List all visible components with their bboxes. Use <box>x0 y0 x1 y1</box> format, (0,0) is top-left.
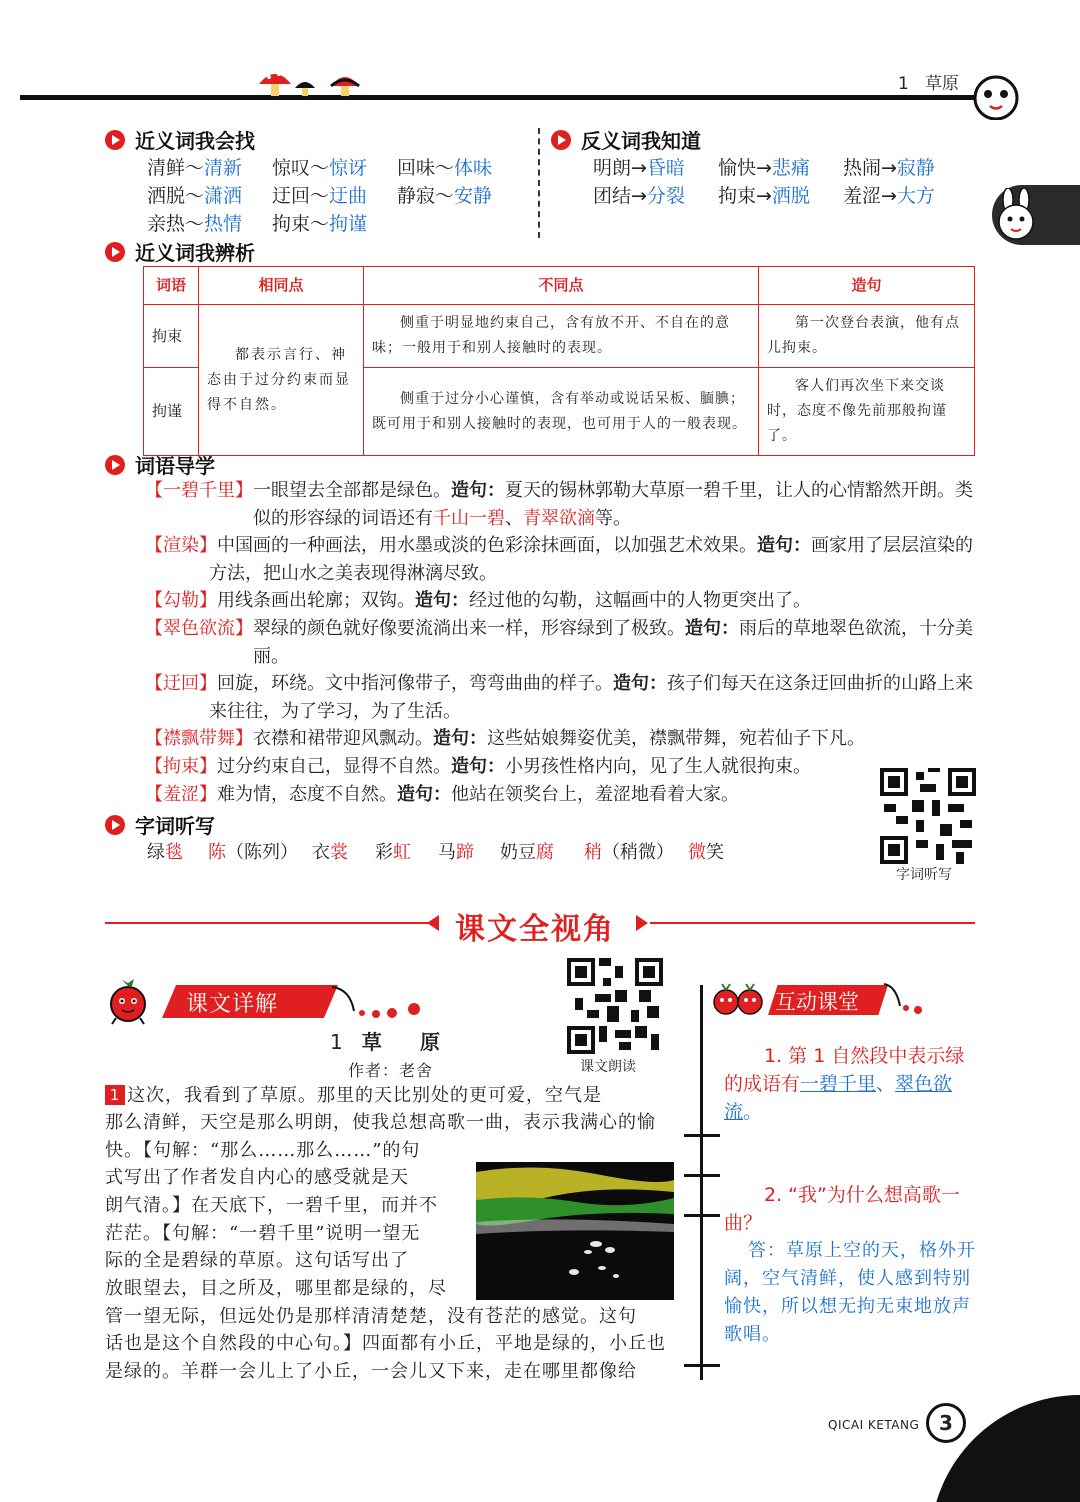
strawberry-mascot-icon <box>102 978 154 1026</box>
guide-entry: 【一碧千里】一眼望去全部都是绿色。造句：夏天的锡林郭勒大草原一碧千里，让人的心情豁然开朗。类似的形容绿的词语还有千山一碧、青翠欲滴等。 <box>145 480 973 529</box>
dictation-word: 彩虹 <box>375 842 411 863</box>
guide-entry: 【翠色欲流】翠绿的颜色就好像要流淌出来一样，形容绿到了极致。造句：雨后的草地翠色欲流，十分美丽。 <box>145 618 973 667</box>
comparison-table <box>143 266 975 456</box>
header-lesson-title: 草原 <box>925 74 960 94</box>
synonym-pair: 回味～体味 <box>397 157 493 179</box>
dictation-word: 马蹄 <box>438 842 474 863</box>
play-bullet-icon <box>551 130 571 150</box>
play-bullet-icon <box>105 815 125 835</box>
analysis-heading: 近义词我辨析 <box>105 237 255 266</box>
answer-1a: 一碧千里 <box>800 1073 877 1095</box>
dictation-word: 奶豆腐 <box>500 842 554 863</box>
grassland-photo <box>476 1162 674 1300</box>
interactive-tab-label: 互动课堂 <box>775 990 859 1014</box>
table-header: 相同点 <box>199 267 364 305</box>
antonym-pair: 热闹→寂静 <box>843 157 935 179</box>
antonym-pair: 拘束→洒脱 <box>718 185 810 207</box>
qr-label-reading: 课文朗读 <box>580 1059 636 1075</box>
tab-dots-decoration <box>882 982 927 1018</box>
paragraph-line: 话也是这个自然段的中心句。】四面都有小丘，平地是绿的，小丘也 <box>105 1333 666 1354</box>
column-divider <box>538 128 540 238</box>
play-bullet-icon <box>105 130 125 150</box>
paragraph-line: 际的全是碧绿的草原。这句话写出了 <box>105 1250 409 1271</box>
footer-brand: QICAI KETANG <box>828 1418 920 1432</box>
paragraph-line: 是绿的。羊群一会儿上了小丘，一会儿又下来，走在哪里都像给 <box>105 1361 637 1382</box>
page-number: 3 <box>939 1411 953 1435</box>
paragraph-line: 管一望无际，但远处仍是那样清清楚楚，没有苍茫的感觉。这句 <box>105 1306 637 1327</box>
table-header: 造句 <box>759 267 975 305</box>
paragraph-line: 茫茫。【句解：“一碧千里”说明一望无 <box>105 1223 421 1244</box>
table-header: 不同点 <box>364 267 759 305</box>
answer-2: 答：草原上空的天，格外开阔，空气清鲜，使人感到特别愉快，所以想无拘无束地放声歌唱。 <box>724 1240 976 1345</box>
guide-entry: 【勾勒】用线条画出轮廓；双钩。造句：经过他的勾勒，这幅画中的人物更突出了。 <box>145 590 811 611</box>
synonym-pair: 惊叹～惊讶 <box>272 157 368 179</box>
synonym-pair: 洒脱～潇洒 <box>147 185 243 207</box>
table-cell-sentence: 客人们再次坐下来交谈时，态度不像先前那般拘谨了。 <box>759 368 975 456</box>
table-cell-diff: 侧重于明显地约束自己，含有放不开、不自在的意味；一般用于和别人接触时的表现。 <box>364 305 759 368</box>
dictation-word: 稍（稍微） <box>584 842 674 863</box>
lesson-author: 作者：老舍 <box>348 1061 434 1080</box>
page-number-badge <box>926 1403 966 1443</box>
connector-node <box>684 1134 720 1137</box>
header-page-num: 1 <box>898 74 909 94</box>
table-cell-sentence: 第一次登台表演，他有点儿拘束。 <box>759 305 975 368</box>
synonym-pair: 静寂～安静 <box>397 185 493 207</box>
paragraph-line: 放眼望去，目之所及，哪里都是绿的，尽 <box>105 1278 447 1299</box>
lesson-title: 1 草 原 <box>330 1030 440 1054</box>
guide-heading: 词语导学 <box>105 450 215 479</box>
header-rule <box>20 95 995 100</box>
synonym-pair: 拘束～拘谨 <box>272 213 368 235</box>
table-header-row <box>144 267 975 305</box>
table-header: 词语 <box>144 267 199 305</box>
qr-code-dictation[interactable] <box>880 768 976 864</box>
paragraph-line: 朗气清。】在天底下，一碧千里，而并不 <box>105 1195 438 1216</box>
antonym-pair: 明朗→昏暗 <box>593 157 685 179</box>
synonym-pair: 清鲜～清新 <box>147 157 243 179</box>
play-bullet-icon <box>105 242 125 262</box>
dictation-word: 陈（陈列） <box>208 842 298 863</box>
answer-1b: 翠色欲流 <box>724 1073 953 1123</box>
table-cell-word: 拘束 <box>144 305 199 368</box>
rabbit-icon <box>994 188 1038 242</box>
table-cell-same: 都表示言行、神态由于过分约束而显得不自然。 <box>199 305 364 456</box>
play-bullet-icon <box>105 455 125 475</box>
qr-code-reading[interactable] <box>567 958 663 1054</box>
paragraph-number: 1 <box>105 1085 125 1105</box>
table-cell-word: 拘谨 <box>144 368 199 456</box>
guide-entry: 【渲染】中国画的一种画法，用水墨或淡的色彩涂抹画面，以加强艺术效果。造句：画家用了层层渲染的方法，把山水之美表现得淋漓尽致。 <box>145 535 973 584</box>
dictation-heading: 字词听写 <box>105 810 215 839</box>
antonyms-heading: 反义词我知道 <box>551 125 701 154</box>
connector-node <box>684 1174 720 1177</box>
synonym-pair: 亲热～热情 <box>147 213 243 235</box>
table-row <box>144 305 975 368</box>
synonyms-heading: 近义词我会找 <box>105 125 255 154</box>
banner-arrow-left-icon <box>427 915 439 931</box>
strawberry-pair-icon <box>712 982 764 1018</box>
antonym-pair: 羞涩→大方 <box>843 185 935 207</box>
column-connector <box>700 985 703 1380</box>
synonym-pair: 迂回～迂曲 <box>272 185 368 207</box>
table-cell-diff: 侧重于过分小心谨慎，含有举动或说话呆板、腼腆；既可用于和别人接触时的表现，也可用于人的一般表现。 <box>364 368 759 456</box>
banner-rule-right <box>650 922 975 924</box>
guide-entry: 【拘束】过分约束自己，显得不自然。造句：小男孩性格内向，见了生人就很拘束。 <box>145 756 811 777</box>
question-1: 1. 第 1 自然段中表示绿的成语有一碧千里、翠色欲流。 <box>724 1045 965 1123</box>
guide-entry: 【襟飘带舞】衣襟和裙带迎风飘动。造句：这些姑娘舞姿优美，襟飘带舞，宛若仙子下凡。 <box>145 728 865 749</box>
qr-label-dictation: 字词听写 <box>896 867 952 883</box>
banner-rule-left <box>105 922 435 924</box>
paragraph-line: 式写出了作者发自内心的感受就是天 <box>105 1167 409 1188</box>
guide-entry: 【迂回】回旋，环绕。文中指河像带子，弯弯曲曲的样子。造句：孩子们每天在这条迂回曲折的山路上来来往往，为了学习，为了生活。 <box>145 673 973 722</box>
connector-node <box>684 1364 720 1367</box>
dictation-word: 衣裳 <box>312 842 348 863</box>
banner-arrow-right-icon <box>636 915 648 931</box>
dictation-word: 微笑 <box>688 842 724 863</box>
paragraph-line: 快。【句解：“那么……那么……”的句 <box>105 1140 421 1161</box>
connector-node <box>684 1214 720 1217</box>
section-banner-title: 课文全视角 <box>455 912 615 947</box>
paragraph-line: 那么清鲜，天空是那么明朗，使我总想高歌一曲，表示我满心的愉 <box>105 1112 656 1133</box>
guide-entry: 【羞涩】难为情，态度不自然。造句：他站在领奖台上，羞涩地看着大家。 <box>145 784 739 805</box>
dictation-word: 绿毯 <box>147 842 183 863</box>
tab-dots-decoration <box>330 985 430 1021</box>
mushroom-icon <box>255 66 375 102</box>
antonym-pair: 团结→分裂 <box>593 185 685 207</box>
panda-mascot-icon <box>972 74 1020 120</box>
paragraph-line: 1 这次，我看到了草原。那里的天比别处的更可爱，空气是 <box>105 1082 602 1110</box>
header-lesson <box>898 69 959 94</box>
question-2: 2. “我”为什么想高歌一曲？ <box>724 1184 960 1234</box>
antonym-pair: 愉快→悲痛 <box>718 157 810 179</box>
text-detail-tab-label: 课文详解 <box>186 992 279 1017</box>
